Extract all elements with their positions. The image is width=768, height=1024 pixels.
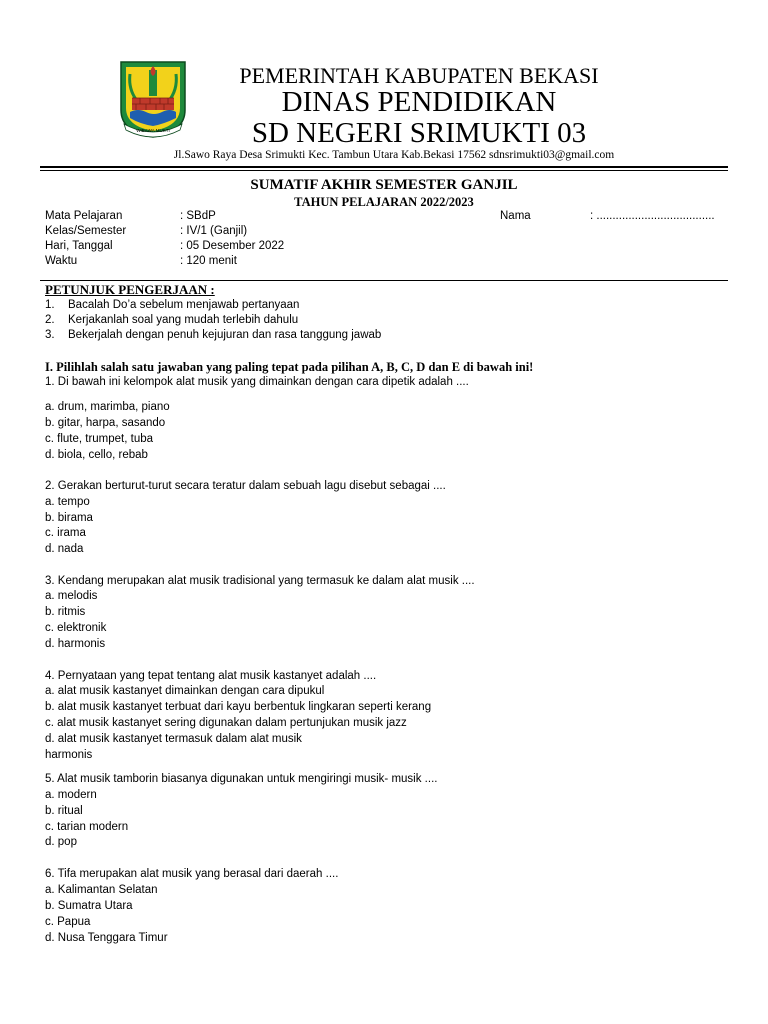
info-divider [40,280,728,281]
header-address: Jl.Sawo Raya Desa Srimukti Kec. Tambun Utara Kab.Bekasi 17562 sdnsrimukti03@gmail.com [173,149,615,161]
instruction-text: Bekerjalah dengan penuh kejujuran dan rasa tanggung jawab [68,329,382,341]
section-instruction: I. Pilihlah salah satu jawaban yang paling tepat pada pilihan A, B, C, D dan E di bawah ini! [45,360,534,374]
answer-option: b. birama [45,512,93,524]
header-agency: DINAS PENDIDIKAN [281,86,557,118]
header-divider [40,166,728,168]
info-label-date: Hari, Tanggal [45,240,113,252]
info-label-name: Nama [500,210,531,222]
instruction-number: 2. [45,314,55,326]
answer-option: b. ritmis [45,606,86,618]
answer-option: c. flute, trumpet, tuba [45,433,154,445]
answer-option: c. tarian modern [45,821,129,833]
info-label-class: Kelas/Semester [45,225,127,237]
answer-option: d. Nusa Tenggara Timur [45,932,168,944]
answer-option: a. Kalimantan Selatan [45,884,158,896]
header-divider-thin [40,170,728,171]
instruction-number: 1. [45,299,55,311]
answer-option-continued: harmonis [45,749,93,761]
exam-title: SUMATIF AKHIR SEMESTER GANJIL [250,177,518,193]
answer-option: b. gitar, harpa, sasando [45,417,166,429]
instruction-text: Kerjakanlah soal yang mudah terlebih dahulu [68,314,299,326]
answer-option: b. Sumatra Utara [45,900,133,912]
answer-option: c. elektronik [45,622,107,634]
info-value-date: : 05 Desember 2022 [180,240,285,252]
answer-option: b. ritual [45,805,83,817]
question-text: 3. Kendang merupakan alat musik tradisional yang termasuk ke dalam alat musik .... [45,575,475,587]
answer-option: d. biola, cello, rebab [45,449,148,461]
instruction-number: 3. [45,329,55,341]
header-government: PEMERINTAH KABUPATEN BEKASI [239,63,599,88]
answer-option: c. Papua [45,916,91,928]
answer-option: a. tempo [45,496,90,508]
answer-option: d. nada [45,543,84,555]
info-value-class: : IV/1 (Ganjil) [180,225,248,237]
instruction-text: Bacalah Do’a sebelum menjawab pertanyaan [68,299,300,311]
answer-option: d. harmonis [45,638,106,650]
crest-motto: WIBAWA MUKTI [136,128,170,133]
info-value-subject: : SBdP [180,210,216,222]
answer-option: d. pop [45,836,77,848]
info-label-time: Waktu [45,255,78,267]
answer-option: a. alat musik kastanyet dimainkan dengan cara dipukul [45,685,325,697]
question-text: 6. Tifa merupakan alat musik yang berasal dari daerah .... [45,868,339,880]
question-text: 4. Pernyataan yang tepat tentang alat musik kastanyet adalah .... [45,670,377,682]
info-label-subject: Mata Pelajaran [45,210,123,222]
exam-year: TAHUN PELAJARAN 2022/2023 [294,195,474,209]
header-school: SD NEGERI SRIMUKTI 03 [251,117,587,149]
info-value-time: : 120 menit [180,255,237,267]
answer-option: c. alat musik kastanyet sering digunakan dalam pertunjukan musik jazz [45,717,407,729]
answer-option: a. modern [45,789,97,801]
info-value-name: : ..................................... [590,210,715,222]
answer-option: a. melodis [45,590,98,602]
question-text: 1. Di bawah ini kelompok alat musik yang dimainkan dengan cara dipetik adalah .... [45,376,469,388]
question-text: 5. Alat musik tamborin biasanya digunakan untuk mengiringi musik- musik .... [45,773,438,785]
instructions-title: PETUNJUK PENGERJAAN : [45,282,215,297]
answer-option: a. drum, marimba, piano [45,401,170,413]
answer-option: d. alat musik kastanyet termasuk dalam alat musik [45,733,302,745]
answer-option: b. alat musik kastanyet terbuat dari kayu berbentuk lingkaran seperti kerang [45,701,432,713]
question-text: 2. Gerakan berturut-turut secara teratur dalam sebuah lagu disebut sebagai .... [45,480,446,492]
answer-option: c. irama [45,527,86,539]
